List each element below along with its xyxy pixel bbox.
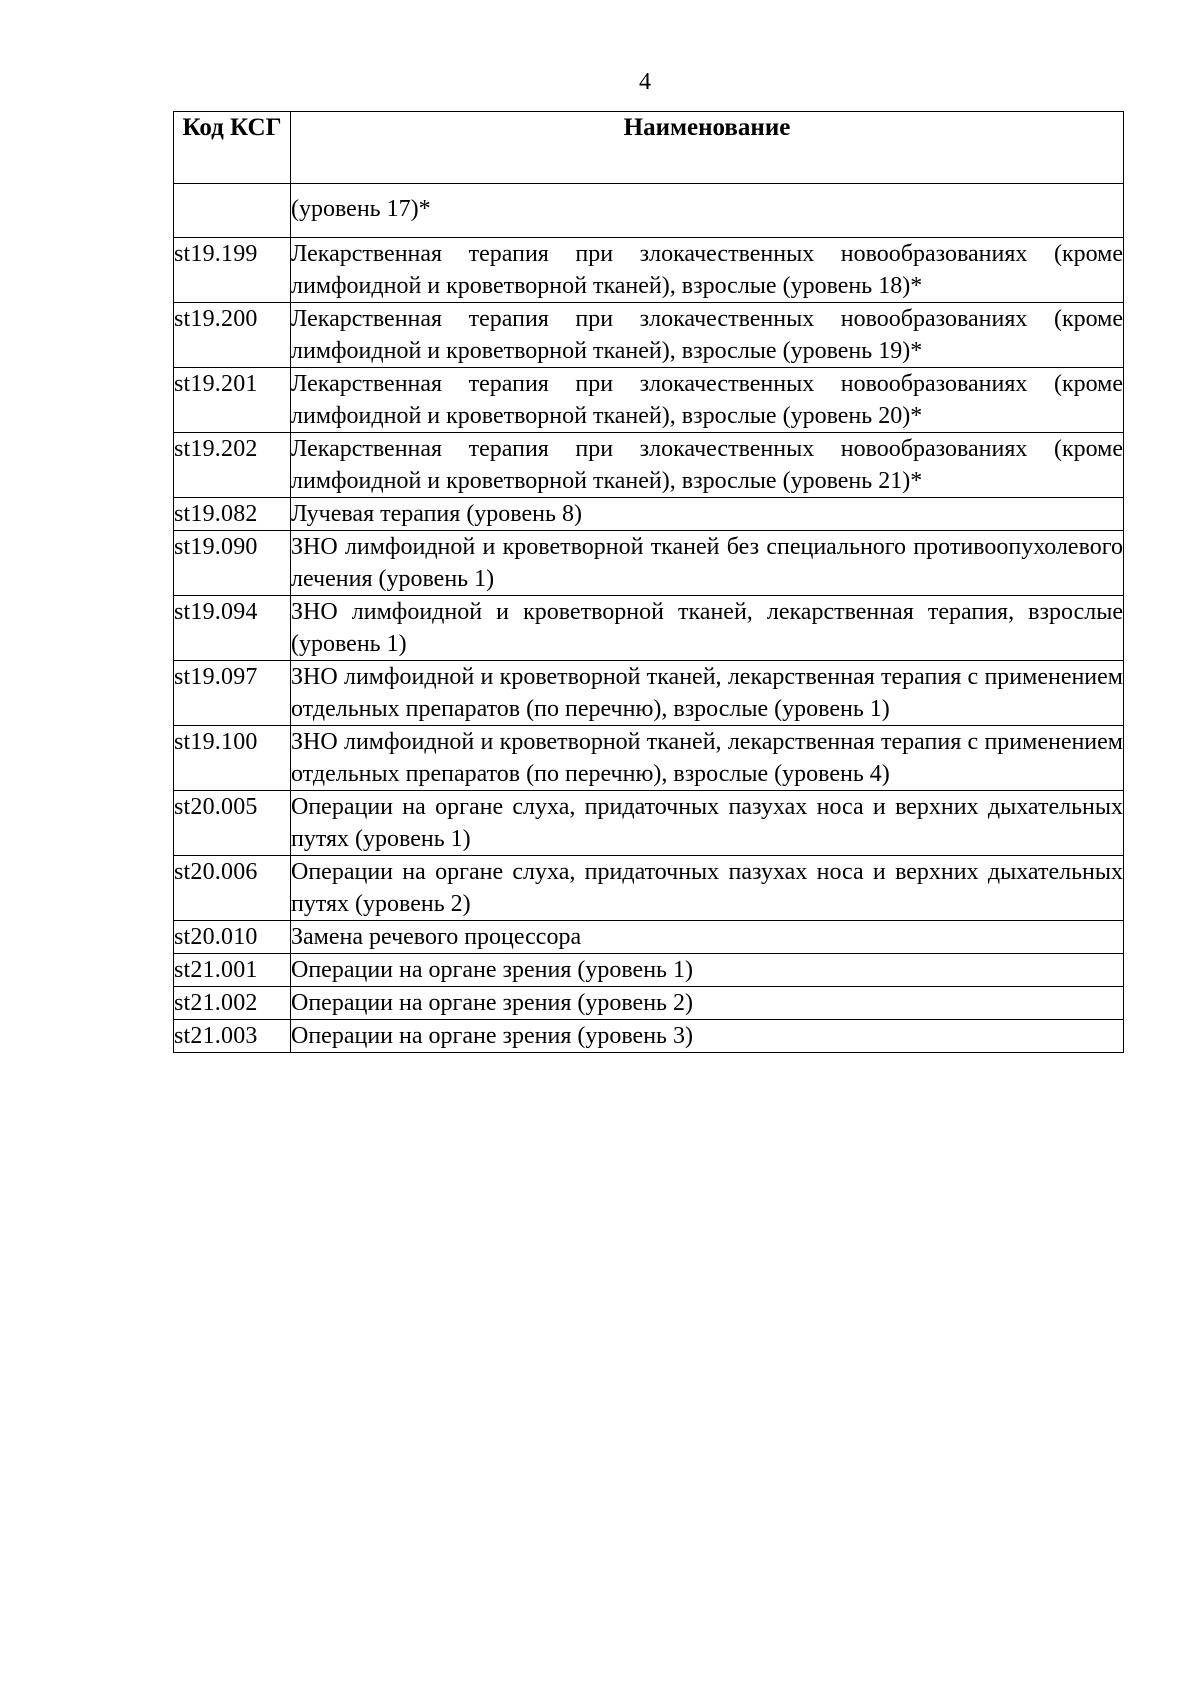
row-code: st19.094: [174, 596, 291, 661]
row-name: ЗНО лимфоидной и кроветворной тканей, лекарственная терапия с применением отдельных препаратов (по перечню), взрослые (уровень 1): [291, 661, 1124, 726]
row-code: st19.200: [174, 303, 291, 368]
row-code: [174, 184, 291, 238]
table-row: [174, 531, 1124, 596]
table-row: [174, 303, 1124, 368]
ksg-table: [173, 111, 1124, 1053]
table-row: [174, 498, 1124, 531]
table-row: [174, 954, 1124, 987]
table-row: [174, 238, 1124, 303]
row-code: st21.003: [174, 1020, 291, 1053]
header-code: Код КСГ: [174, 112, 291, 184]
row-name: Лекарственная терапия при злокачественных новообразованиях (кроме лимфоидной и кроветворной тканей), взрослые (уровень 18)*: [291, 238, 1124, 303]
table-row: [174, 856, 1124, 921]
table-row: [174, 791, 1124, 856]
table-header-row: [174, 112, 1124, 184]
row-code: st20.006: [174, 856, 291, 921]
row-code: st19.199: [174, 238, 291, 303]
row-name: Операции на органе зрения (уровень 1): [291, 954, 1124, 987]
row-name: (уровень 17)*: [291, 184, 1124, 238]
table-row: [174, 726, 1124, 791]
table-row: [174, 987, 1124, 1020]
row-code: st20.010: [174, 921, 291, 954]
row-name: ЗНО лимфоидной и кроветворной тканей без специального противоопухолевого лечения (уровень 1): [291, 531, 1124, 596]
row-code: st19.097: [174, 661, 291, 726]
page-number: 4: [639, 69, 651, 95]
table-row: [174, 368, 1124, 433]
header-name: Наименование: [291, 112, 1124, 184]
row-name: Операции на органе слуха, придаточных пазухах носа и верхних дыхательных путях (уровень 2): [291, 856, 1124, 921]
row-code: st19.202: [174, 433, 291, 498]
row-name: Лекарственная терапия при злокачественных новообразованиях (кроме лимфоидной и кроветворной тканей), взрослые (уровень 19)*: [291, 303, 1124, 368]
row-code: st19.090: [174, 531, 291, 596]
table-row: [174, 596, 1124, 661]
row-code: st20.005: [174, 791, 291, 856]
row-name: Операции на органе зрения (уровень 3): [291, 1020, 1124, 1053]
table-row: [174, 184, 1124, 238]
table-row: [174, 1020, 1124, 1053]
row-name: ЗНО лимфоидной и кроветворной тканей, лекарственная терапия, взрослые (уровень 1): [291, 596, 1124, 661]
row-code: st21.002: [174, 987, 291, 1020]
table-row: [174, 661, 1124, 726]
row-name: Лекарственная терапия при злокачественных новообразованиях (кроме лимфоидной и кроветворной тканей), взрослые (уровень 21)*: [291, 433, 1124, 498]
row-code: st21.001: [174, 954, 291, 987]
row-name: Лекарственная терапия при злокачественных новообразованиях (кроме лимфоидной и кроветворной тканей), взрослые (уровень 20)*: [291, 368, 1124, 433]
row-name: Замена речевого процессора: [291, 921, 1124, 954]
row-code: st19.082: [174, 498, 291, 531]
table-row: [174, 433, 1124, 498]
row-code: st19.100: [174, 726, 291, 791]
row-name: Операции на органе слуха, придаточных пазухах носа и верхних дыхательных путях (уровень 1): [291, 791, 1124, 856]
row-code: st19.201: [174, 368, 291, 433]
row-name: Лучевая терапия (уровень 8): [291, 498, 1124, 531]
row-name: Операции на органе зрения (уровень 2): [291, 987, 1124, 1020]
row-name: ЗНО лимфоидной и кроветворной тканей, лекарственная терапия с применением отдельных препаратов (по перечню), взрослые (уровень 4): [291, 726, 1124, 791]
table-row: [174, 921, 1124, 954]
